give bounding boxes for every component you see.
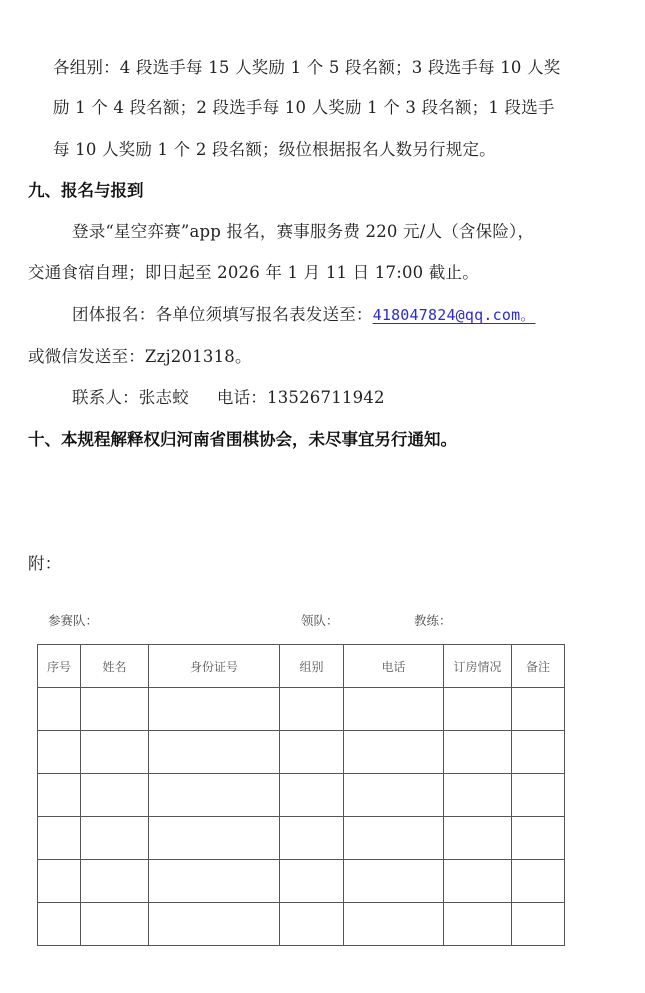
registration-form-table [37,644,565,946]
table-cell [512,860,565,903]
table-cell [81,860,149,903]
table-cell [81,731,149,774]
leader-label: 领队： [301,613,339,628]
header-phone: 电话 [344,645,444,688]
header-group: 组别 [280,645,344,688]
table-cell [444,817,512,860]
table-cell [280,774,344,817]
contact-person: 联系人：张志蛟 [72,388,189,407]
table-cell [149,688,280,731]
table-cell [38,688,81,731]
table-body [38,688,565,946]
header-booking: 订房情况 [444,645,512,688]
table-cell [81,817,149,860]
team-label: 参赛队： [48,613,99,628]
table-cell [38,731,81,774]
table-cell [149,817,280,860]
table-cell [444,774,512,817]
table-cell [38,817,81,860]
table-cell [344,688,444,731]
paragraph-groups-line-2: 励 1 个 4 段名额；2 段选手每 10 人奖励 1 个 3 段名额；1 段选手 [53,98,555,117]
team-registration-line [72,304,536,326]
table-cell [81,903,149,946]
section-9-heading: 九、报名与报到 [28,181,144,200]
paragraph-groups-line-3: 每 10 人奖励 1 个 2 段名额；级位根据报名人数另行规定。 [53,140,496,159]
annex-label: 附： [28,554,62,573]
email-link[interactable]: 418047824@qq.com。 [372,306,536,324]
section-10-heading: 十、本规程解释权归河南省围棋协会，未尽事宜另行通知。 [28,430,457,449]
table-row [38,688,565,731]
header-index: 序号 [38,645,81,688]
table-cell [280,817,344,860]
table-row [38,860,565,903]
table-cell [444,903,512,946]
table-row [38,774,565,817]
header-name: 姓名 [81,645,149,688]
contact-phone: 电话：13526711942 [216,388,385,407]
table-cell [38,774,81,817]
table-cell [149,731,280,774]
table-cell [149,903,280,946]
header-id-number: 身份证号 [149,645,280,688]
table-cell [344,731,444,774]
registration-line-2: 交通食宿自理；即日起至 2026 年 1 月 11 日 17:00 截止。 [28,263,479,282]
table-row [38,903,565,946]
table-row [38,731,565,774]
table-cell [344,860,444,903]
table-header-row [38,645,565,688]
header-remarks: 备注 [512,645,565,688]
table-cell [344,817,444,860]
table-cell [344,903,444,946]
registration-line-1: 登录“星空弈赛”app 报名，赛事服务费 220 元/人（含保险）， [72,222,535,241]
table-cell [81,688,149,731]
table-cell [512,731,565,774]
wechat-line: 或微信发送至：Zzj201318。 [28,347,252,366]
table-cell [512,903,565,946]
coach-label: 教练： [414,613,452,628]
table-cell [512,688,565,731]
table-cell [149,774,280,817]
table-cell [38,860,81,903]
table-cell [280,903,344,946]
paragraph-groups-line-1: 各组别：4 段选手每 15 人奖励 1 个 5 段名额；3 段选手每 10 人奖 [53,58,561,77]
table-cell [280,688,344,731]
table-cell [512,774,565,817]
table-cell [444,688,512,731]
table-cell [149,860,280,903]
team-registration-text: 团体报名：各单位须填写报名表发送至： [72,305,373,324]
table-cell [280,731,344,774]
table-cell [344,774,444,817]
table-cell [81,774,149,817]
table-cell [280,860,344,903]
contact-line [72,387,385,409]
table-cell [444,860,512,903]
table-row [38,817,565,860]
table-cell [38,903,81,946]
table-cell [444,731,512,774]
table-cell [512,817,565,860]
